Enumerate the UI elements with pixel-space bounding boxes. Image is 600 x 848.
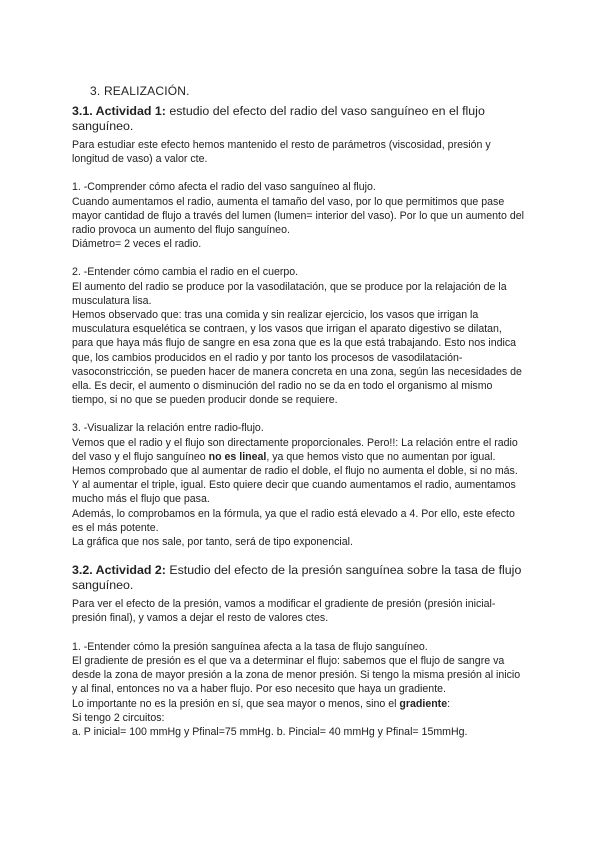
activity-2-heading xyxy=(72,563,524,593)
document-page xyxy=(72,84,524,739)
a1-subsection-3-text-3: La gráfica que nos sale, por tanto, será de tipo exponencial. xyxy=(72,536,353,549)
activity-2-intro: Para ver el efecto de la presión, vamos a modificar el gradiente de presión (presión inicial-presión final), y vamos a dejar el resto de valores ctes. xyxy=(72,598,496,625)
a1-subsection-2-text-2: Hemos observado que: tras una comida y sin realizar ejercicio, los vasos que irrigan la musculatura esquelética se contraen, y los vasos que irrigan el aparato digestivo se dilatan, para que haya más flujo de sangre en esa zona que es la que está trabajando. Esto nos indica que, los cambios producidos en el radio y por tanto los procesos de vasodilatación-vasoconstricción, se pueden hacer de manera concreta en una zona, según las necesidades de ella. Es decir, el aumento o disminución del radio no se da en todo el organismo al mismo tiempo, si no que se pueden producir donde se requiere. xyxy=(72,309,522,407)
text-run: : xyxy=(447,697,451,710)
activity-1-number: 3.1. Actividad 1: xyxy=(72,104,166,118)
activity-1-heading xyxy=(72,104,524,134)
section-heading: 3. REALIZACIÓN. xyxy=(90,84,190,98)
a1-subsection-1-note: Diámetro= 2 veces el radio. xyxy=(72,238,202,251)
a2-subsection-1-text: El gradiente de presión es el que va a determinar el flujo: sabemos que el flujo de sangre va desde la zona de mayor presión a la zona de menor presión. Si tengo la misma presión al inicio y al final, entonces no va a haber flujo. Por eso necesito que haya un gradiente. xyxy=(72,654,521,696)
a1-subsection-3-text-1 xyxy=(72,436,524,507)
a1-subsection-1-text: Cuando aumentamos el radio, aumenta el tamaño del vaso, por lo que permitimos que pase mayor cantidad de flujo a través del lumen (lumen= interior del vaso). Por lo que un aumento del radio provoca un aumento del flujo sanguíneo. xyxy=(72,195,524,237)
a1-subsection-2-title: 2. -Entender cómo cambia el radio en el cuerpo. xyxy=(72,266,299,279)
activity-1-title: estudio del efecto del radio del vaso sanguíneo en el flujo sanguíneo. xyxy=(72,104,485,133)
text-run: Lo importante no es la presión en sí, que sea mayor o menos, sino el xyxy=(72,697,400,710)
a1-subsection-1-title: 1. -Comprender cómo afecta el radio del vaso sanguíneo al flujo. xyxy=(72,181,376,194)
a2-subsection-1-text-4: a. P inicial= 100 mmHg y Pfinal=75 mmHg. b. Pincial= 40 mmHg y Pfinal= 15mmHg. xyxy=(72,725,468,738)
bold-emphasis: no es lineal xyxy=(208,450,267,463)
text-run: , ya que hemos visto que no aumentan por igual. Hemos comprobado que al aumentar de radio el doble, el flujo no aumenta el doble, si no más. Y al aumentar el triple, igual. Esto quiere decir que cuando aumentamos el radio, aumentamos mucho más el flujo que pasa. xyxy=(72,450,518,506)
a1-subsection-2-text-1: El aumento del radio se produce por la vasodilatación, que se produce por la relajación de la musculatura lisa. xyxy=(72,280,507,307)
activity-1-intro: Para estudiar este efecto hemos mantenido el resto de parámetros (viscosidad, presión y longitud de vaso) a valor cte. xyxy=(72,139,491,166)
a2-subsection-1-text-3: Si tengo 2 circuitos: xyxy=(72,711,165,724)
activity-2-number: 3.2. Actividad 2: xyxy=(72,563,166,578)
text-run: Vemos que el radio y el flujo son directamente proporcionales. Pero!!: La relación entre el radio del vaso y el flujo sanguíneo xyxy=(72,436,518,463)
a2-subsection-1-title: 1. -Entender cómo la presión sanguínea afecta a la tasa de flujo sanguíneo. xyxy=(72,640,428,653)
a1-subsection-3-title: 3. -Visualizar la relación entre radio-flujo. xyxy=(72,422,264,435)
activity-2-title: Estudio del efecto de la presión sanguínea sobre la tasa de flujo sanguíneo. xyxy=(72,563,522,593)
a2-subsection-1-text-2 xyxy=(72,697,524,711)
bold-emphasis: gradiente xyxy=(399,697,448,710)
a1-subsection-3-text-2: Además, lo comprobamos en la fórmula, ya que el radio está elevado a 4. Por ello, este efecto es el más potente. xyxy=(72,507,515,534)
